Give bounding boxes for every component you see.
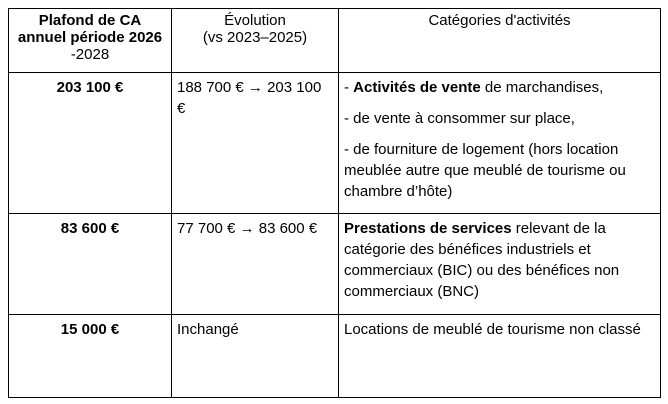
- header-categories: [339, 9, 661, 73]
- cell-plafond: [9, 315, 172, 398]
- table-row: [9, 315, 661, 398]
- cell-evolution: [172, 315, 339, 398]
- header-plafond-line2: annuel période 2026: [17, 29, 163, 46]
- cell-evolution: [172, 214, 339, 315]
- category-bold: Activités de vente: [353, 79, 481, 96]
- cell-categories: [339, 315, 661, 398]
- header-categories-label: Catégories d'activités: [428, 12, 571, 29]
- cell-categories: [339, 214, 661, 315]
- cell-categories: [339, 73, 661, 214]
- table-row: [9, 73, 661, 214]
- header-evolution: [172, 9, 339, 73]
- header-row: [9, 9, 661, 73]
- category-bold: Prestations de services: [344, 220, 512, 237]
- cell-plafond: [9, 73, 172, 214]
- category-text: relevant de la catégorie des bénéfices industriels et commerciaux (BIC) ou des bénéfices non commerciaux (BNC): [344, 220, 620, 300]
- plafonds-table: [8, 8, 661, 398]
- category-paragraph: - de fourniture de logement (hors location meublée autre que meublé de tourisme ou chambre d’hôte): [344, 141, 626, 200]
- header-plafond: [9, 9, 172, 73]
- plafond-value: 83 600 €: [60, 220, 120, 237]
- header-evolution-line1: Évolution: [224, 12, 286, 29]
- table-row: [9, 214, 661, 315]
- plafond-value: 203 100 €: [56, 79, 124, 96]
- category-text: Locations de meublé de tourisme non classé: [344, 321, 641, 338]
- cell-plafond: [9, 214, 172, 315]
- evolution-value: Inchangé: [177, 321, 239, 338]
- category-paragraph: [344, 77, 655, 98]
- cell-evolution: [172, 73, 339, 214]
- category-text: de marchandises,: [480, 79, 604, 96]
- evolution-value: 77 700 € → 83 600 €: [177, 220, 318, 237]
- header-plafond-line3: -2028: [70, 46, 110, 63]
- category-paragraph: - de vente à consommer sur place,: [344, 110, 575, 127]
- header-plafond-line1: Plafond de CA: [38, 12, 142, 29]
- category-dash: -: [344, 79, 354, 96]
- evolution-value: 188 700 € → 203 100 €: [177, 79, 322, 117]
- header-evolution-line2: (vs 2023–2025): [202, 29, 308, 46]
- plafond-value: 15 000 €: [60, 321, 120, 338]
